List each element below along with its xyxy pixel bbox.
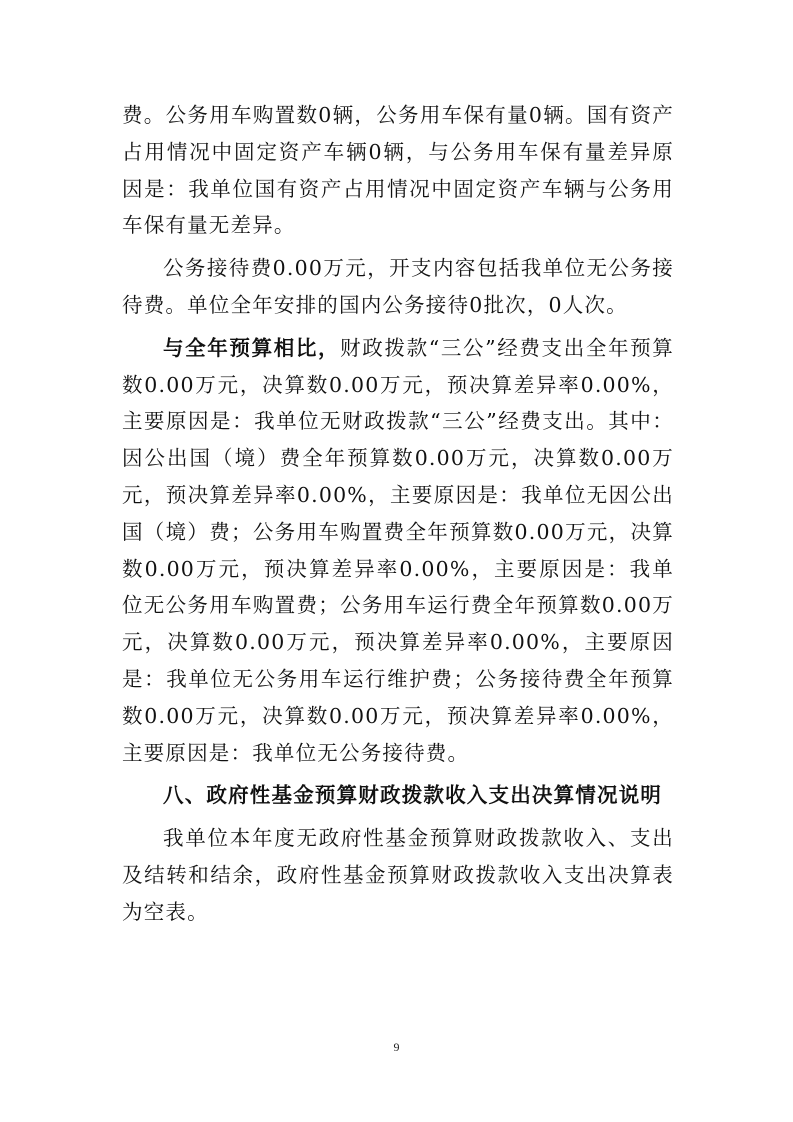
paragraph-government-fund: 我单位本年度无政府性基金预算财政拨款收入、支出及结转和结余，政府性基金预算财政拨款收入支出决算表为空表。	[122, 826, 674, 924]
paragraph-vehicle-count: 费。公务用车购置数0辆，公务用车保有量0辆。国有资产占用情况中固定资产车辆0辆，与公务用车保有量差异原因是：我单位国有资产占用情况中固定资产车辆与公务用车保有量无差异。	[122, 103, 674, 238]
page-number: 9	[393, 1040, 400, 1054]
budget-comparison-body: 财政拨款“三公”经费支出全年预算数0.00万元，决算数0.00万元，预决算差异率0.00%，主要原因是：我单位无财政拨款“三公”经费支出。其中：因公出国（境）费全年预算数0.00万元，决算数0.00万元，预决算差异率0.00%，主要原因是：我单位无因公出国（境）费；公务用车购置费全年预算数0.00万元，决算数0.00万元，预决算差异率0.00%，主要原因是：我单位无公务用车购置费；公务用车运行费全年预算数0.00万元，决算数0.00万元，预决算差异率0.00%，主要原因是：我单位无公务用车运行维护费；公务接待费全年预算数0.00万元，决算数0.00万元，预决算差异率0.00%，主要原因是：我单位无公务接待费。	[122, 335, 674, 765]
paragraph-reception-expense: 公务接待费0.00万元，开支内容包括我单位无公务接待费。单位全年安排的国内公务接待0批次，0人次。	[122, 256, 674, 317]
budget-comparison-lead: 与全年预算相比，	[163, 335, 341, 360]
page-body	[122, 97, 674, 931]
section-heading: 八、政府性基金预算财政拨款收入支出决算情况说明	[163, 783, 663, 808]
paragraph-budget-comparison	[122, 330, 674, 772]
